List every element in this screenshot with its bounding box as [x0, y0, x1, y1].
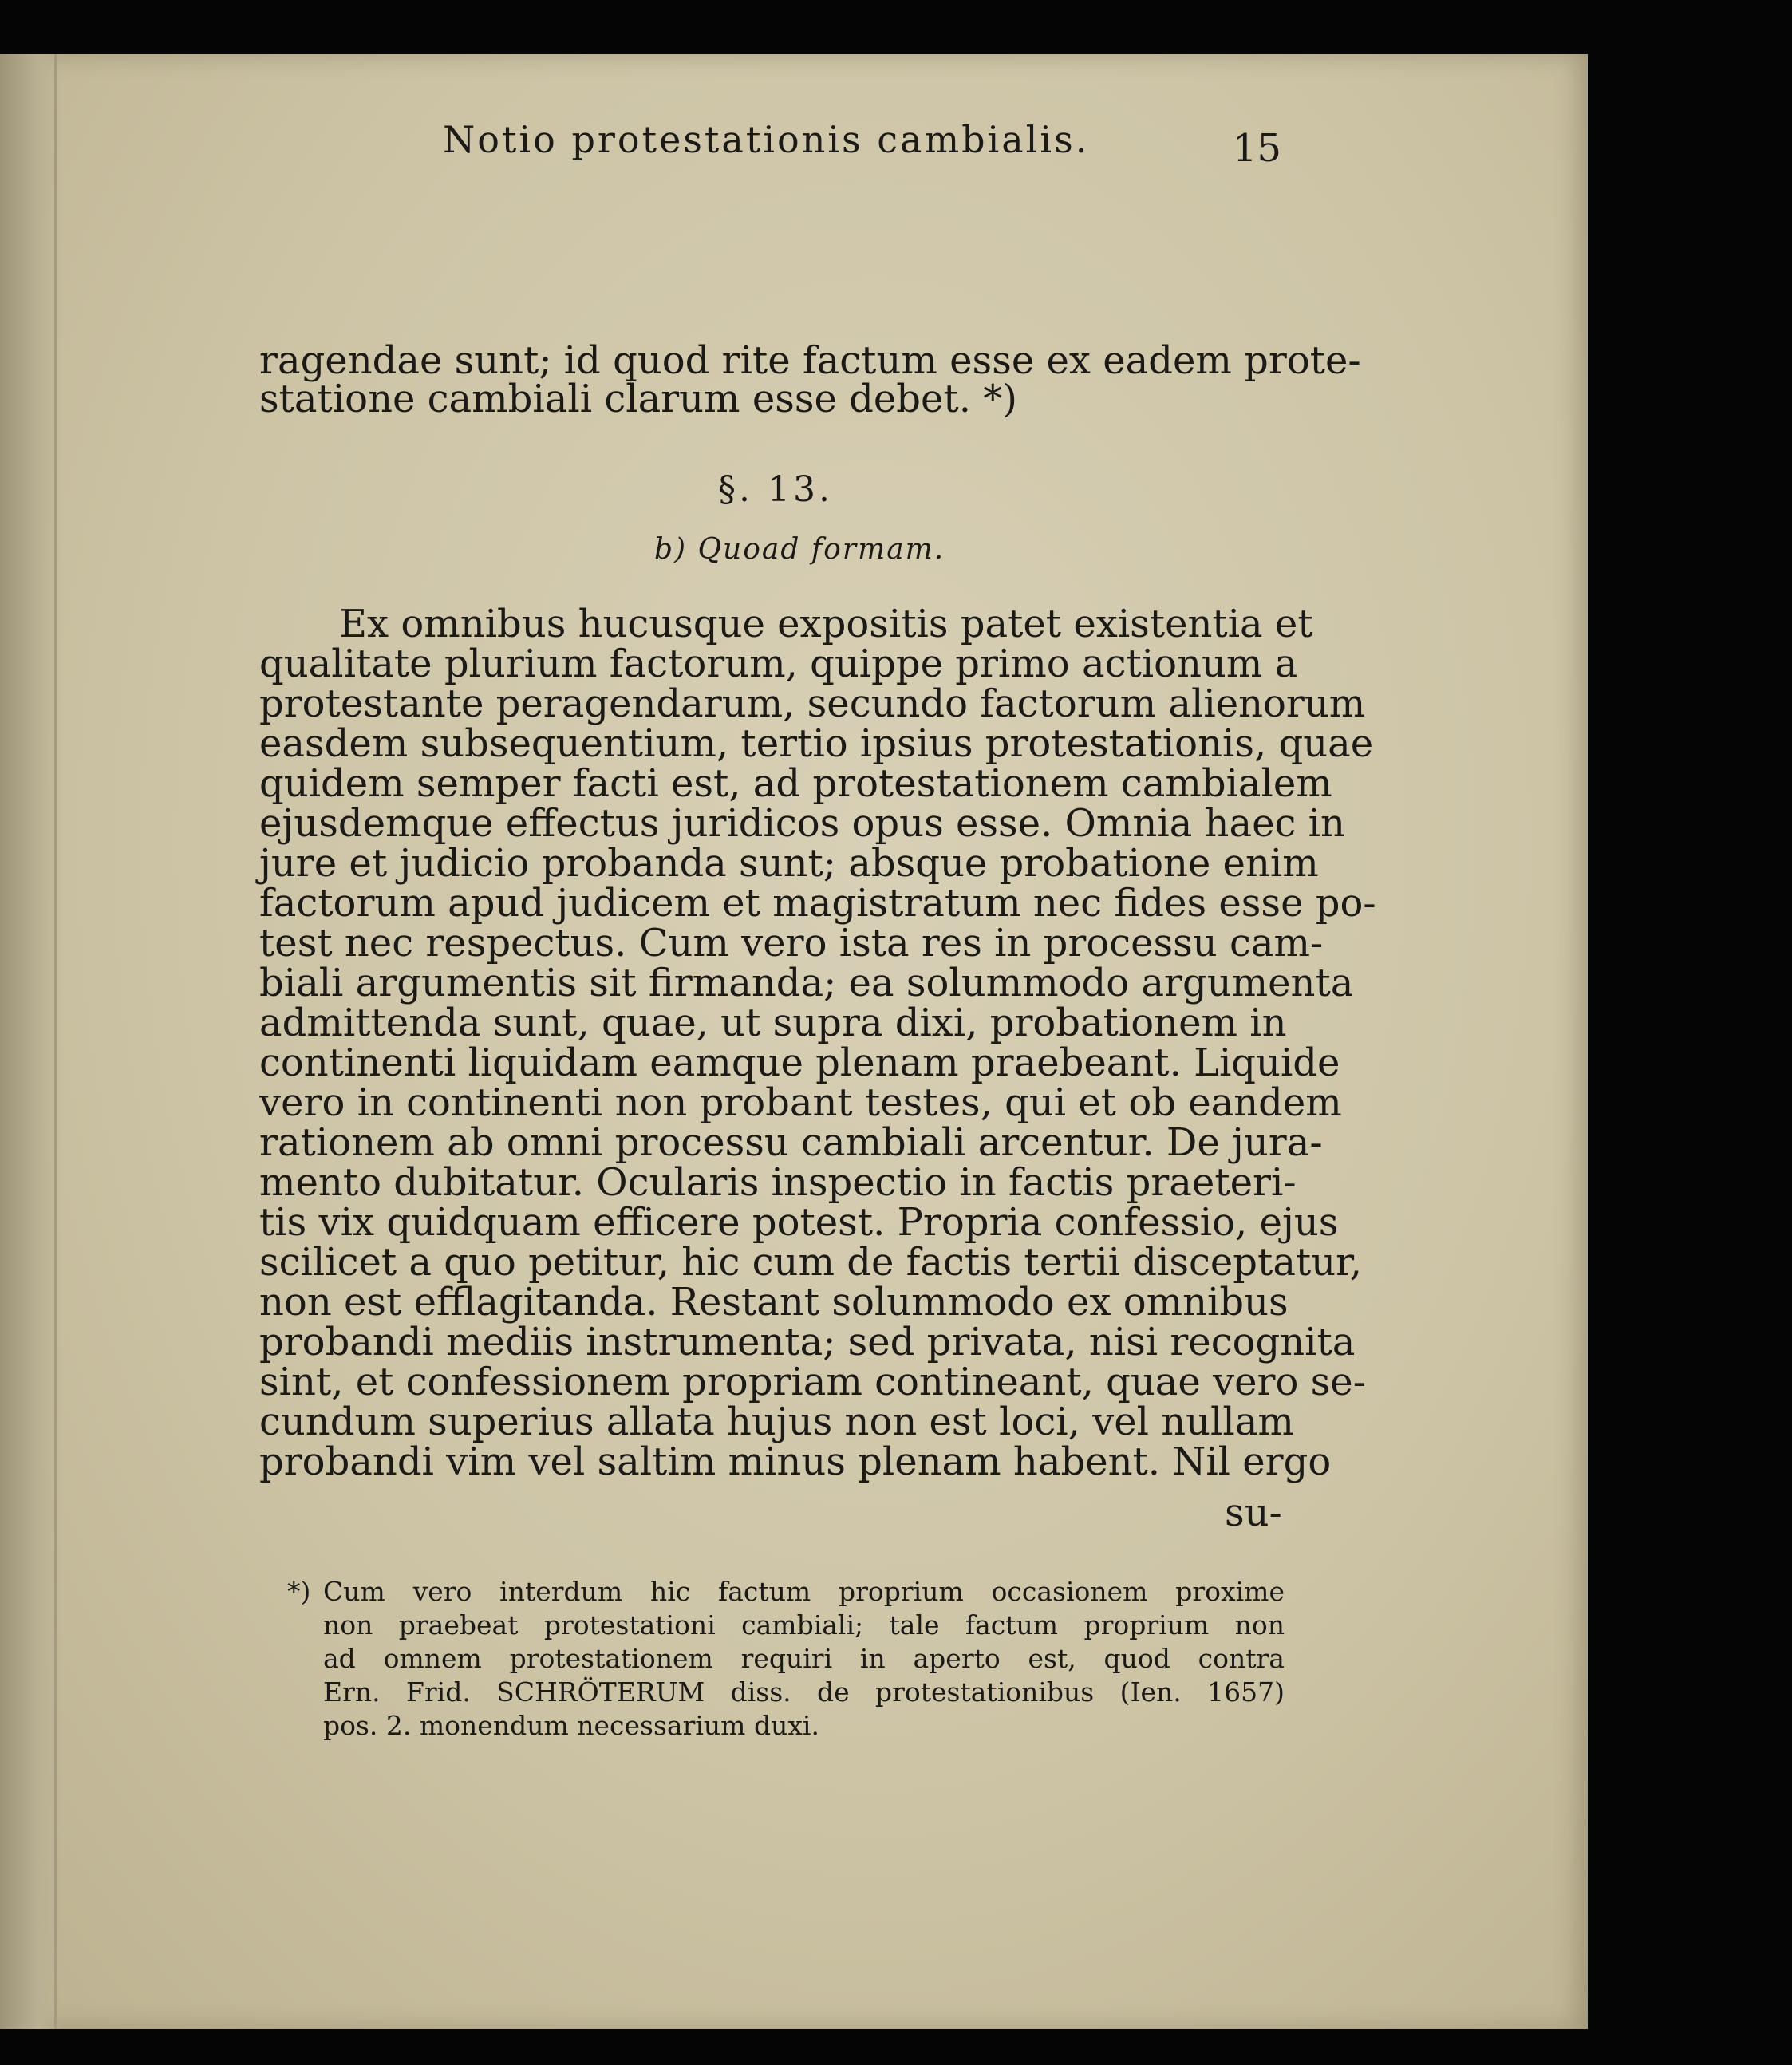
- paragraph-line: admittenda sunt, quae, ut supra dixi, probationem in: [259, 1001, 1287, 1045]
- paragraph-line: ejusdemque effectus juridicos opus esse. Omnia haec in: [259, 801, 1345, 846]
- paragraph-line: qualitate plurium factorum, quippe primo actionum a: [259, 642, 1298, 686]
- running-head: Notio protestationis cambialis.: [443, 118, 1090, 161]
- catchword: su-: [1225, 1491, 1282, 1535]
- paragraph-line: sint, et confessionem propriam contineant, quae vero se-: [259, 1360, 1366, 1404]
- paragraph-line: rationem ab omni processu cambiali arcentur. De jura-: [259, 1120, 1323, 1165]
- footnote-line: ad omnem protestationem requiri in aperto est, quod contra: [323, 1643, 1285, 1674]
- footnote-marker: *): [287, 1576, 311, 1607]
- paragraph-line: tis vix quidquam efficere potest. Propria confessio, ejus: [259, 1200, 1339, 1245]
- paragraph-line: biali argumentis sit firmanda; ea solummodo argumenta: [259, 961, 1354, 1005]
- section-subtitle: b) Quoad formam.: [654, 533, 945, 566]
- footnote-line: Cum vero interdum hic factum proprium occasionem proxime: [323, 1576, 1285, 1607]
- paragraph-line: jure et judicio probanda sunt; absque probatione enim: [259, 841, 1319, 886]
- paragraph-line: factorum apud judicem et magistratum nec fides esse po-: [259, 881, 1376, 926]
- paragraph-line: vero in continenti non probant testes, qui et ob eandem: [259, 1080, 1342, 1125]
- paragraph-line: non est efflagitanda. Restant solummodo ex omnibus: [259, 1280, 1289, 1325]
- paragraph-line: mento dubitatur. Ocularis inspectio in factis praeteri-: [259, 1160, 1297, 1205]
- paragraph-line: Ex omnibus hucusque expositis patet existentia et: [339, 602, 1313, 646]
- paragraph-line: test nec respectus. Cum vero ista res in processu cam-: [259, 921, 1324, 965]
- paragraph-line: quidem semper facti est, ad protestationem cambialem: [259, 761, 1332, 806]
- paragraph-line: continenti liquidam eamque plenam praebeant. Liquide: [259, 1040, 1340, 1085]
- footnote-line: Ern. Frid. SCHRÖTERUM diss. de protestationibus (Ien. 1657): [323, 1676, 1285, 1708]
- paragraph-line: scilicet a quo petitur, hic cum de factis tertii disceptatur,: [259, 1240, 1363, 1285]
- text-line: ragendae sunt; id quod rite factum esse ex eadem prote-: [259, 338, 1361, 383]
- text-line: statione cambiali clarum esse debet. *): [259, 377, 1017, 421]
- paragraph-line: protestante peragendarum, secundo factorum alienorum: [259, 681, 1366, 726]
- paragraph-line: easdem subsequentium, tertio ipsius protestationis, quae: [259, 721, 1374, 766]
- paragraph-line: cundum superius allata hujus non est loci, vel nullam: [259, 1400, 1294, 1444]
- footnote-line: pos. 2. monendum necessarium duxi.: [323, 1710, 819, 1741]
- page-fold-line: [54, 54, 57, 2029]
- book-page: [0, 54, 1588, 2029]
- footnote-line: non praebeat protestationi cambiali; tale factum proprium non: [323, 1609, 1285, 1641]
- page-number: 15: [1233, 126, 1282, 171]
- section-mark: §. 13.: [718, 469, 833, 510]
- paragraph-line: probandi mediis instrumenta; sed privata, nisi recognita: [259, 1320, 1356, 1364]
- paragraph-line: probandi vim vel saltim minus plenam habent. Nil ergo: [259, 1439, 1332, 1484]
